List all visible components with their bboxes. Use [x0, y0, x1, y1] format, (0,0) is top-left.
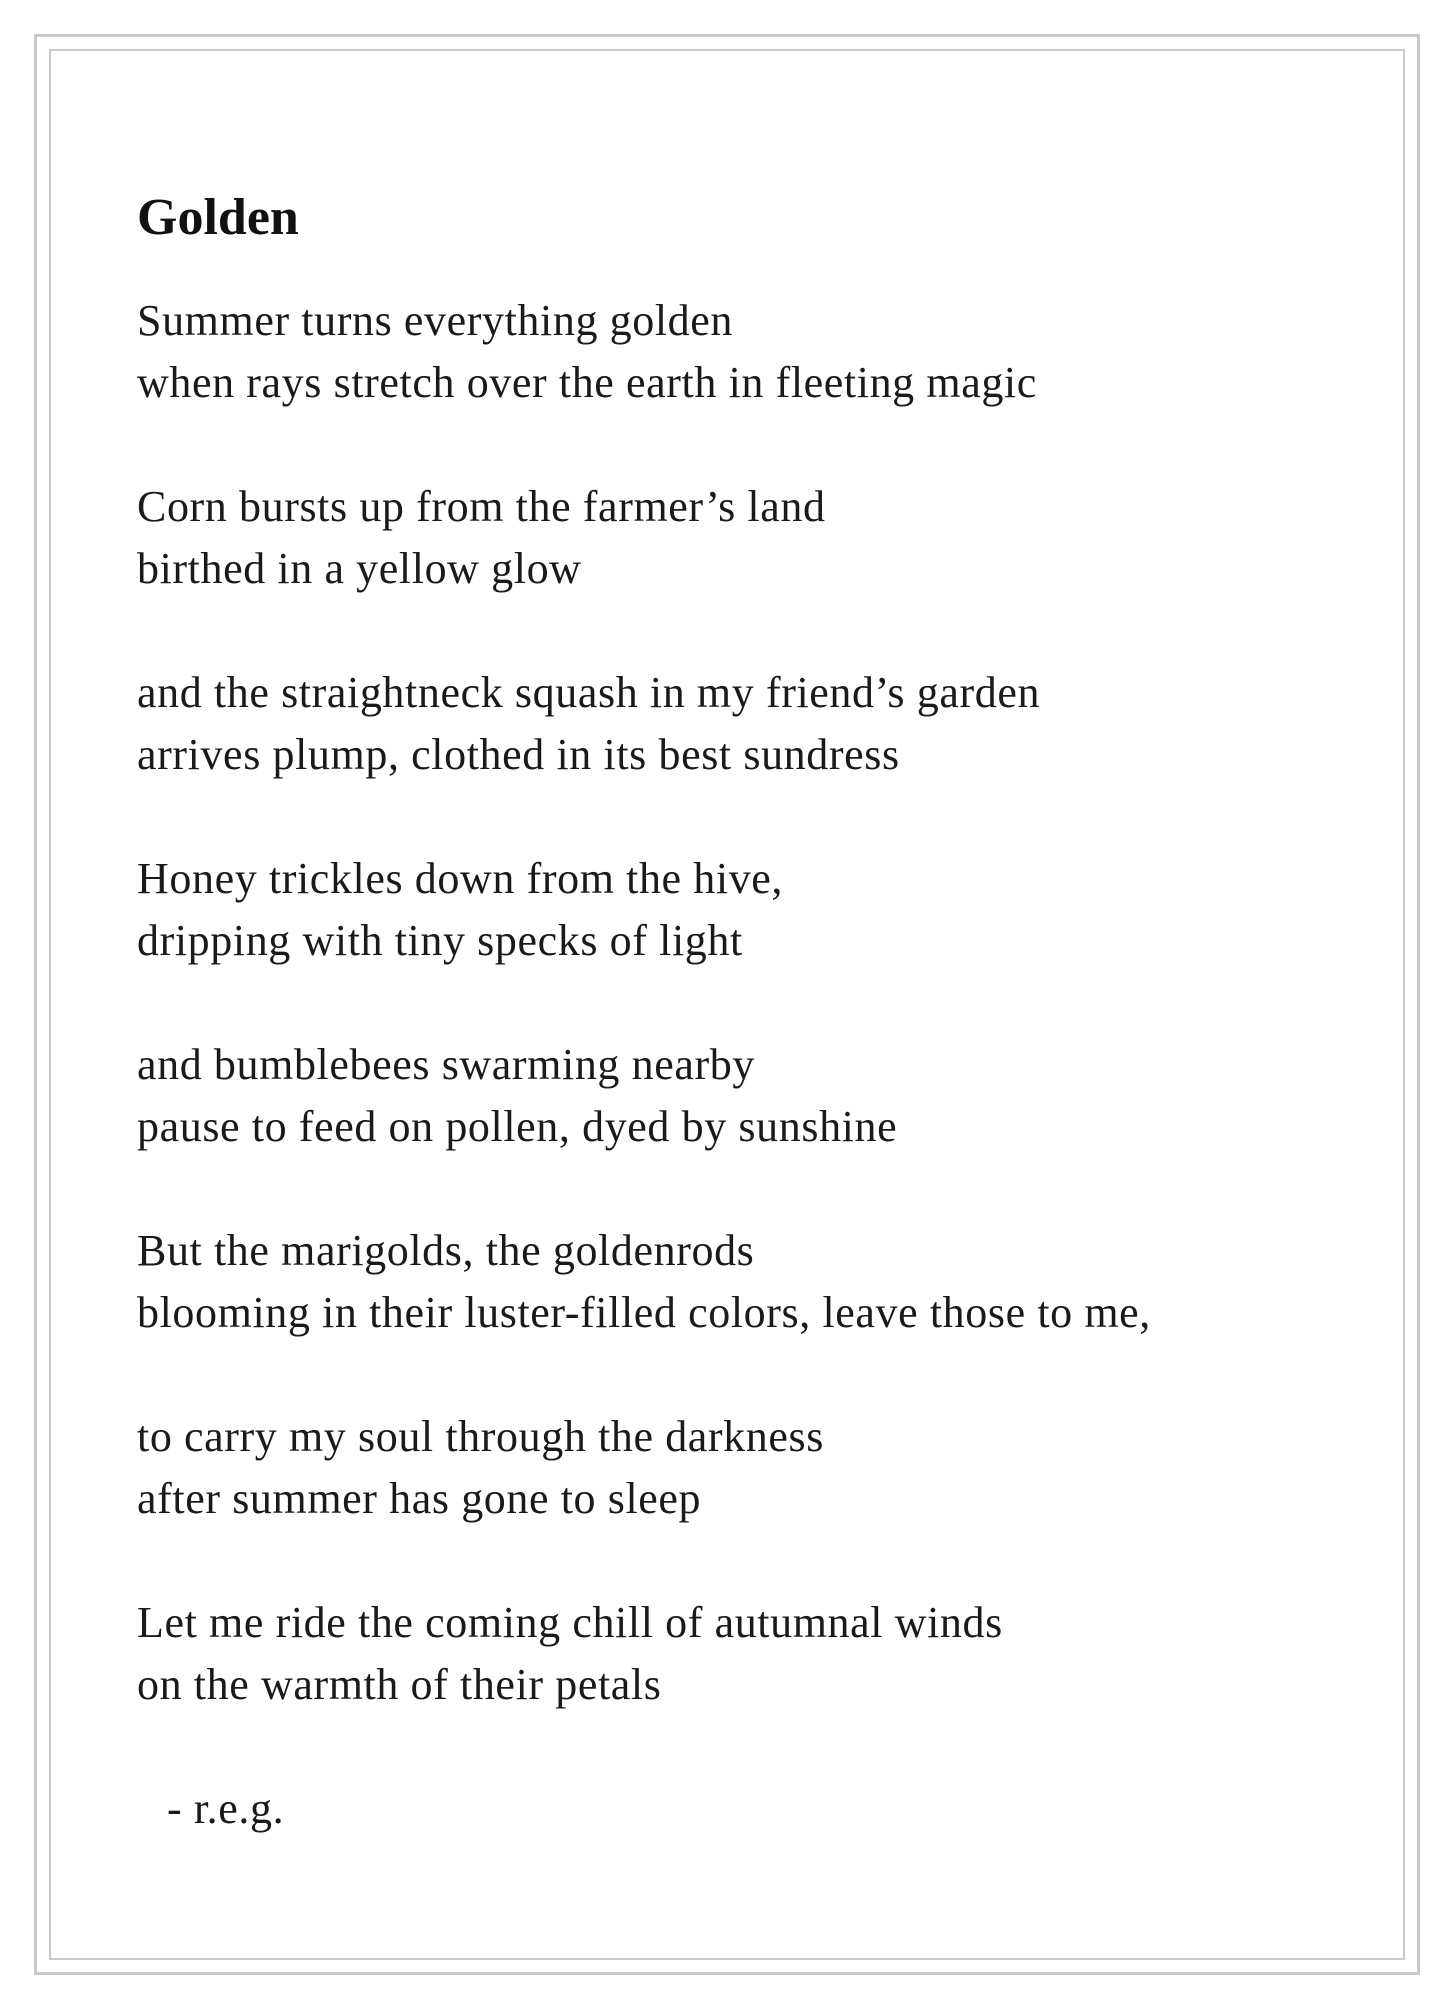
stanza-4	[137, 848, 1357, 972]
poem-line: on the warmth of their petals	[137, 1660, 662, 1709]
poem-line: pause to feed on pollen, dyed by sunshine	[137, 1102, 898, 1151]
poem-line: Corn bursts up from the farmer’s land	[137, 482, 826, 531]
stanza-2	[137, 476, 1357, 600]
poem-line: Summer turns everything golden	[137, 296, 734, 345]
poem-card	[137, 186, 1357, 1840]
poem-line: Let me ride the coming chill of autumnal winds	[137, 1598, 1003, 1647]
author-signature: - r.e.g.	[167, 1784, 285, 1833]
stanza-7	[137, 1406, 1357, 1530]
poem-line: Honey trickles down from the hive,	[137, 854, 784, 903]
poem-line: and bumblebees swarming nearby	[137, 1040, 755, 1089]
stanza-1	[137, 290, 1357, 414]
poem-line: arrives plump, clothed in its best sundress	[137, 730, 900, 779]
poem-line: after summer has gone to sleep	[137, 1474, 702, 1523]
poem-line: when rays stretch over the earth in fleeting magic	[137, 358, 1037, 407]
poem-line: and the straightneck squash in my friend’s garden	[137, 668, 1041, 717]
poem-line: to carry my soul through the darkness	[137, 1412, 824, 1461]
stanza-3	[137, 662, 1357, 786]
poem-line: dripping with tiny specks of light	[137, 916, 743, 965]
poem-line: birthed in a yellow glow	[137, 544, 582, 593]
stanza-5	[137, 1034, 1357, 1158]
poem-line: But the marigolds, the goldenrods	[137, 1226, 755, 1275]
poem-line: blooming in their luster-filled colors, leave those to me,	[137, 1288, 1151, 1337]
stanza-8	[137, 1592, 1357, 1716]
poem-title: Golden	[137, 189, 299, 246]
stanza-6	[137, 1220, 1357, 1344]
